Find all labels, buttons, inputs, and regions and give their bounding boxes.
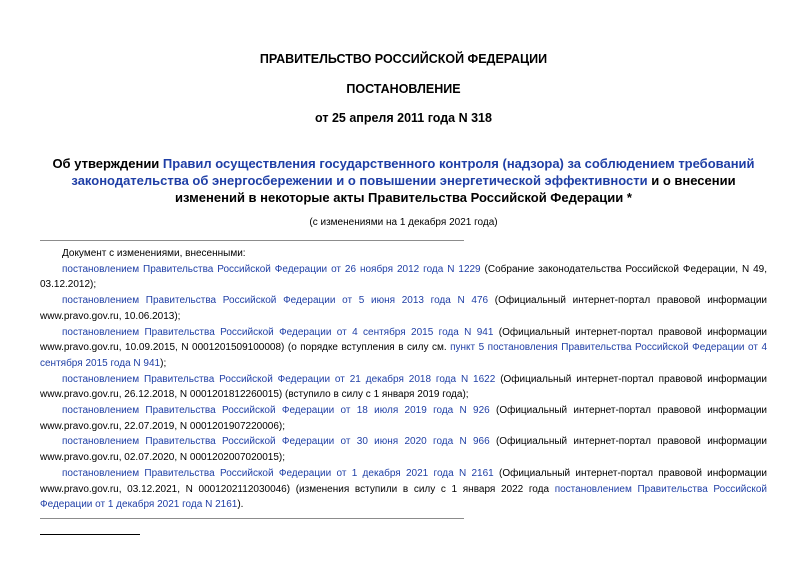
top-divider [40, 240, 464, 241]
clause-link[interactable]: пункт 5 постановления Правительства Российской Федерации от 4 сентября 2015 года N 941 [40, 342, 767, 369]
document-type-heading: ПОСТАНОВЛЕНИЕ [346, 82, 461, 96]
title-prefix: Об утверждении [52, 156, 163, 171]
amendment-source: (Собрание законодательства Российской Федерации, N 49, 03.12.2012); [40, 263, 767, 291]
title-rules-link[interactable]: Правил осуществления государственного контроля (надзора) за соблюдением требований законодательства об энергосбережении и о повышении энергетической эффективности [71, 156, 755, 188]
amendment-source: (Официальный интернет-портал правовой информации www.pravo.gov.ru, 22.07.2019, N 0001201907220006); [40, 405, 767, 432]
list-item [40, 372, 767, 403]
revision-note: (с изменениями на 1 декабря 2021 года) [309, 217, 498, 228]
amendment-link[interactable]: постановлением Правительства Российской Федерации от 5 июня 2013 года N 476 [62, 295, 489, 307]
amendment-source: (Официальный интернет-портал правовой информации www.pravo.gov.ru, 03.12.2021, N 0001202112030046) (изменения вступили в силу с 1 января 2022 года [40, 467, 767, 495]
amendment-link[interactable]: постановлением Правительства Российской Федерации от 21 декабря 2018 года N 1622 [62, 373, 496, 385]
changes-intro: Документ с изменениями, внесенными: [62, 248, 246, 259]
amendment-source: (Официальный интернет-портал правовой информации www.pravo.gov.ru, 10.06.2013); [40, 295, 767, 322]
amendment-link[interactable]: постановлением Правительства Российской Федерации от 26 ноября 2012 года N 1229 [62, 263, 481, 275]
amendment-tail: ); [160, 357, 167, 369]
list-item [40, 466, 767, 513]
footnote-divider [40, 534, 140, 535]
list-item [40, 325, 767, 372]
amendment-link[interactable]: постановлением Правительства Российской Федерации от 1 декабря 2021 года N 2161 [62, 467, 494, 479]
title-suffix: и о внесении изменений в некоторые акты Правительства Российской Федерации * [175, 173, 736, 205]
amendment-source: (Официальный интернет-портал правовой информации www.pravo.gov.ru, 02.07.2020, N 0001202007020015); [40, 436, 767, 464]
amendment-link[interactable]: постановлением Правительства Российской Федерации от 30 июня 2020 года N 966 [62, 436, 490, 448]
list-item [40, 293, 767, 324]
list-item [40, 262, 767, 293]
list-item [40, 434, 767, 465]
amendment-link[interactable]: постановлением Правительства Российской Федерации от 18 июля 2019 года N 926 [62, 405, 490, 417]
decree-link[interactable]: постановлением Правительства Российской Федерации от 1 декабря 2021 года N 2161 [40, 483, 768, 511]
amendment-source: (Официальный интернет-портал правовой информации www.pravo.gov.ru, 26.12.2018, N 0001201812260015) (вступило в силу с 1 января 2019 года); [40, 373, 767, 401]
list-item [40, 403, 767, 434]
document-title [40, 155, 767, 206]
document-date-number: от 25 апреля 2011 года N 318 [315, 111, 492, 125]
changes-list [40, 246, 767, 513]
bottom-divider [40, 518, 464, 519]
amendment-link[interactable]: постановлением Правительства Российской Федерации от 4 сентября 2015 года N 941 [62, 326, 494, 338]
amendment-tail: ). [237, 499, 244, 511]
government-heading: ПРАВИТЕЛЬСТВО РОССИЙСКОЙ ФЕДЕРАЦИИ [259, 52, 548, 66]
amendment-source: (Официальный интернет-портал правовой информации www.pravo.gov.ru, 10.09.2015, N 0001201509100008) (о порядке вступления в силу см. [40, 326, 767, 354]
